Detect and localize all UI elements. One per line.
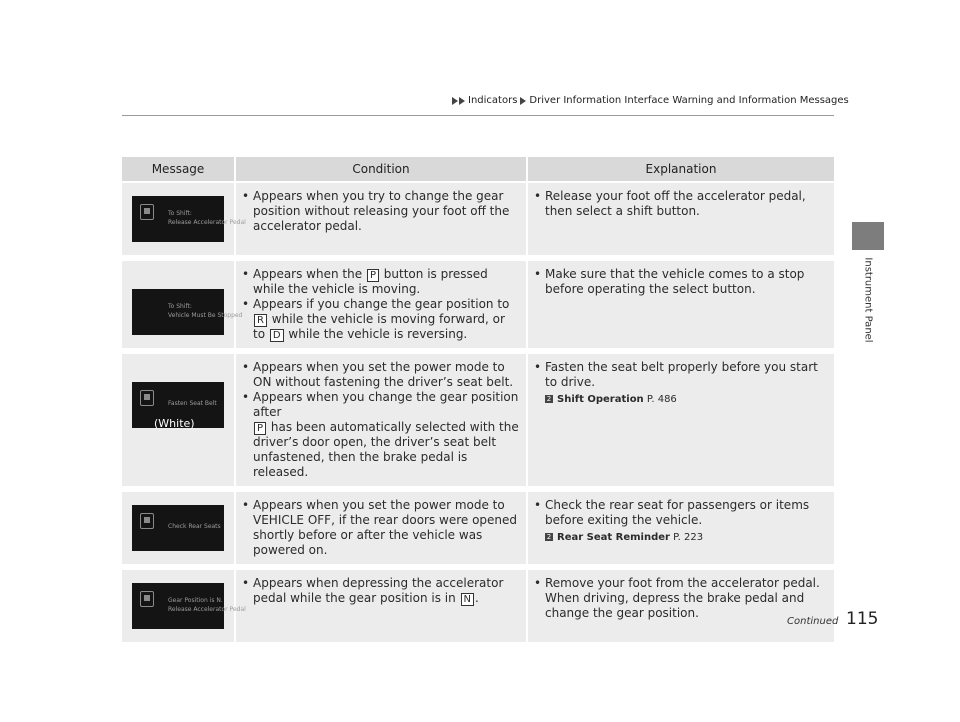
- gear-key-r: R: [254, 314, 267, 327]
- condition-text: Appears when you change the gear position after: [253, 390, 519, 419]
- breadcrumb-arrow-icon: [459, 97, 465, 105]
- condition-text: Appears if you change the gear position to: [253, 297, 510, 311]
- explanation-cell: [526, 354, 834, 492]
- header-divider: [122, 115, 834, 116]
- explanation-bullet: • Fasten the seat belt properly before you start to drive.: [534, 360, 828, 390]
- table-row: [122, 492, 834, 570]
- reference-arrow-icon: 2: [546, 395, 552, 403]
- explanation-cell: [526, 492, 834, 570]
- screen-line: Vehicle Must Be Stopped: [168, 312, 243, 319]
- table-row: [122, 570, 834, 648]
- color-note: (White): [154, 417, 195, 430]
- explanation-cell: [526, 570, 834, 648]
- message-screen-cell: [122, 183, 246, 261]
- breadcrumb-section: Driver Information Interface Warning and Information Messages: [529, 95, 849, 106]
- condition-cell: [234, 492, 526, 570]
- gear-key-p: P: [367, 269, 379, 282]
- breadcrumb-arrow-icon: [520, 97, 526, 105]
- column-header-explanation: Explanation: [526, 157, 834, 183]
- condition-cell: [234, 354, 526, 492]
- condition-text: Appears when the: [253, 267, 363, 281]
- gear-key-d: D: [270, 329, 284, 342]
- section-tab: [852, 222, 884, 250]
- section-label: Instrument Panel: [862, 257, 874, 343]
- cross-reference[interactable]: [534, 392, 828, 407]
- condition-bullet: • Appears when you try to change the gear position without releasing your foot off the accelerator pedal.: [242, 189, 520, 234]
- table-row: [122, 354, 834, 492]
- screen-line: Fasten Seat Belt: [168, 400, 217, 407]
- condition-bullet: [242, 297, 520, 342]
- condition-bullet: [242, 576, 520, 606]
- condition-cell: [234, 183, 526, 261]
- breadcrumb-arrow-icon: [452, 97, 458, 105]
- reference-title[interactable]: Shift Operation: [557, 394, 644, 405]
- condition-text: has been automatically selected with the driver’s door open, the driver’s seat belt unfastened, then the brake pedal is released.: [253, 420, 519, 479]
- message-screen: [132, 505, 224, 551]
- explanation-cell: [526, 261, 834, 354]
- screen-line: Release Accelerator Pedal: [168, 219, 246, 226]
- breadcrumb-indicators[interactable]: Indicators: [468, 95, 518, 106]
- message-screen-cell: [122, 492, 234, 570]
- condition-bullet: • Appears when you set the power mode to VEHICLE OFF, if the rear doors were opened shortly before or after the vehicle was powered on.: [242, 498, 520, 558]
- condition-bullet: [242, 267, 520, 297]
- explanation-cell: [526, 183, 834, 261]
- rear-seat-icon: [140, 513, 154, 529]
- breadcrumb: [452, 95, 849, 106]
- table-row: [122, 183, 834, 261]
- seat-belt-icon: [140, 390, 154, 406]
- explanation-bullet: • Remove your foot from the accelerator pedal. When driving, depress the brake pedal and change the gear position.: [534, 576, 828, 621]
- column-header-message: Message: [122, 157, 234, 183]
- screen-line: To Shift:: [168, 210, 192, 217]
- condition-text: .: [475, 591, 479, 605]
- continued-label: Continued: [787, 616, 839, 627]
- message-screen-cell: [122, 354, 234, 492]
- gear-key-p: P: [254, 422, 266, 435]
- gear-shift-icon: [140, 591, 154, 607]
- condition-bullet: [242, 390, 520, 480]
- screen-line: Check Rear Seats: [168, 523, 221, 530]
- condition-text: while the vehicle is moving forward, or to: [253, 312, 505, 341]
- message-screen: [132, 196, 246, 242]
- message-screen: [132, 289, 243, 335]
- reference-arrow-icon: 2: [546, 533, 552, 541]
- messages-table: [122, 157, 834, 648]
- explanation-bullet: • Make sure that the vehicle comes to a stop before operating the select button.: [534, 267, 828, 297]
- reference-title[interactable]: Rear Seat Reminder: [557, 532, 670, 543]
- gear-shift-icon: [140, 204, 154, 220]
- gear-key-n: N: [461, 593, 474, 606]
- message-screen: [132, 583, 246, 629]
- condition-text: while the vehicle is reversing.: [288, 327, 468, 341]
- condition-bullet: • Appears when you set the power mode to ON without fastening the driver’s seat belt.: [242, 360, 520, 390]
- message-screen-cell: [122, 570, 246, 648]
- condition-text: Appears when depressing the accelerator pedal while the gear position is in: [253, 576, 504, 605]
- condition-cell: [234, 261, 526, 354]
- condition-text: button is pressed while the vehicle is moving.: [253, 267, 488, 296]
- page-number: 115: [846, 609, 879, 629]
- reference-page: P. 486: [646, 394, 677, 405]
- screen-line: Release Accelerator Pedal: [168, 606, 246, 613]
- table-header-row: [122, 157, 834, 183]
- screen-line: Gear Position is N.: [168, 597, 223, 604]
- column-header-condition: Condition: [234, 157, 526, 183]
- table-row: [122, 261, 834, 354]
- cross-reference[interactable]: [534, 530, 828, 545]
- message-screen-cell: [122, 261, 243, 354]
- screen-line: To Shift:: [168, 303, 192, 310]
- reference-page: P. 223: [673, 532, 704, 543]
- condition-cell: [234, 570, 526, 648]
- explanation-bullet: • Check the rear seat for passengers or items before exiting the vehicle.: [534, 498, 828, 528]
- explanation-bullet: • Release your foot off the accelerator pedal, then select a shift button.: [534, 189, 828, 219]
